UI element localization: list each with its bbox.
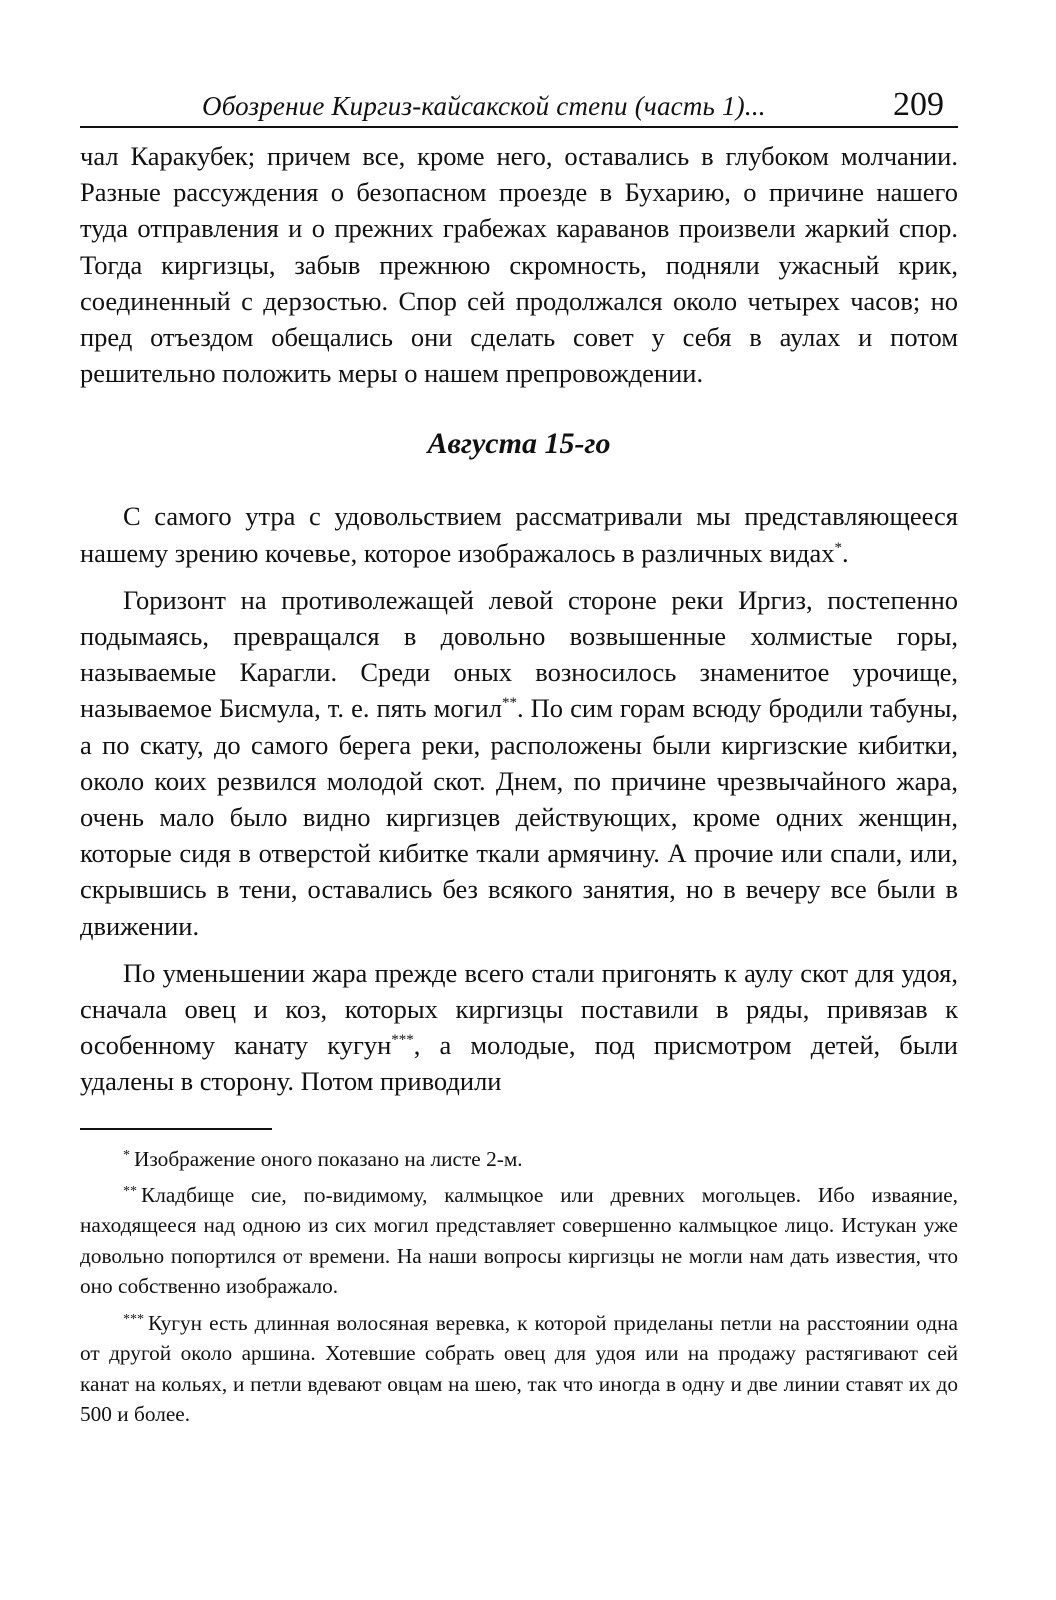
book-page (80, 76, 958, 1576)
paragraph-text: , а молодые, под присмотром детей, были удалены в сторону. Потом приводили (80, 1030, 958, 1097)
footnote-mark: *** (123, 1311, 144, 1327)
footnote-ref: ** (501, 695, 517, 712)
footnote (80, 1308, 958, 1430)
footnote-ref: * (834, 539, 842, 556)
page-number: 209 (893, 86, 944, 123)
running-title: Обозрение Киргиз-кайсакской степи (часть 1)... (202, 91, 766, 121)
paragraph-text: . По сим горам всюду бродили табуны, а по скату, до самого берега реки, расположены были киргизские кибитки, около коих резвился молодой скот. Днем, по причине чрезвычайного жара, очень мало было видно киргизцев действующих, кроме одних женщин, которые сидя в отверстой кибитке ткали армячину. А прочие или спали, или, скрывшись в тени, оставались без всякого занятия, но в вечеру все были в движении. (80, 693, 958, 941)
running-header (80, 76, 958, 128)
footnote-text: Кугун есть длинная волосяная веревка, к которой приделаны петли на расстоянии одна от другой около аршина. Хотевшие собрать овец для удоя или на продажу растягивают сей канат на кольях, и петли вдевают овцам на шею, так что иногда в одну и две линии ставят их до 500 и более. (80, 1310, 958, 1426)
footnote-mark: * (123, 1147, 130, 1163)
paragraph (80, 955, 958, 1100)
footnote (80, 1144, 958, 1174)
section-heading: Августа 15-го (427, 427, 611, 461)
paragraph-text: Горизонт на противолежащей левой стороне реки Иргиз, постепенно подымаясь, превращался в довольно возвышенные холмистые горы, называемые Карагли. Среди оных возносилось знаменитое урочище, называемое Бисмула, т. е. пять могил (80, 584, 958, 724)
paragraph-text: По уменьшении жара прежде всего стали пригонять к аулу скот для удоя, сначала овец и коз, которых киргизцы поставили в ряды, привязав к особенному канату кугун (80, 957, 958, 1061)
paragraph (80, 582, 958, 944)
paragraph (80, 498, 958, 570)
paragraph-continued: чал Каракубек; причем все, кроме него, оставались в глубоком молчании. Разные рассуждения о безопасном проезде в Бухарию, о причине нашего туда отправления и о прежних грабежах караванов произвели жаркий спор. Тогда киргизцы, забыв прежнюю скромность, подняли ужасный крик, соединенный с дерзостью. Спор сей продолжался около четырех часов; но пред отъездом обещались они сделать совет у себя в аулах и потом решительно положить меры о нашем препровождении. (80, 141, 958, 389)
footnote (80, 1180, 958, 1302)
footnote-divider (80, 1128, 272, 1130)
footnote-mark: ** (123, 1184, 137, 1200)
paragraph-text: С самого утра с удовольствием рассматривали мы представляющееся нашему зрению кочевье, которое изображалось в различных видах (80, 501, 958, 568)
footnotes (80, 1144, 958, 1430)
main-text (80, 138, 958, 1100)
footnote-text: Кладбище сие, по-видимому, калмыцкое или древних могольцев. Ибо изваяние, находящееся над одною из сих могил представляет совершенно калмыцкое лицо. Истукан уже довольно попортился от времени. На наши вопросы киргизцы не могли нам дать известия, что оно собственно изображало. (80, 1183, 958, 1299)
paragraph-text: . (842, 537, 849, 568)
footnote-ref: *** (391, 1032, 414, 1049)
footnote-text: Изображение оного показано на листе 2-м. (134, 1146, 523, 1171)
